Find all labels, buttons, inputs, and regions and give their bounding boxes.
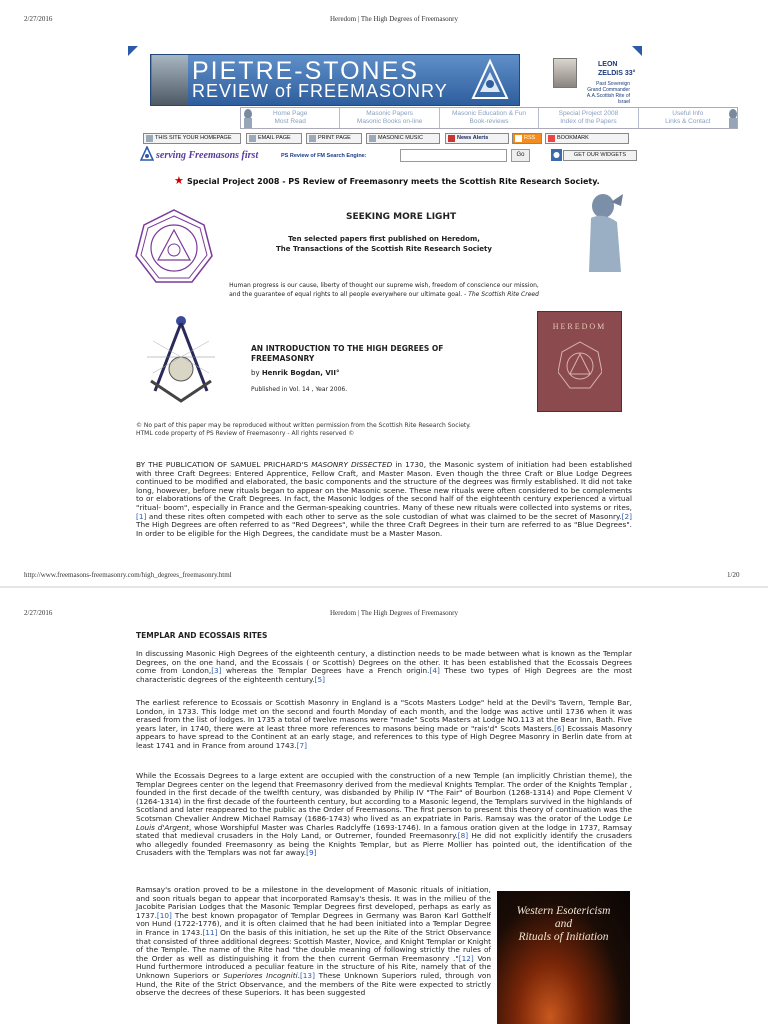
nav-home[interactable] [241,108,340,128]
name-first: LEON [598,61,618,68]
title-line: AN INTRODUCTION TO THE HIGH DEGREES OF [251,344,444,353]
intro-paragraph: BY THE PUBLICATION OF SAMUEL PRICHARD'S MASONRY DISSECTED in 1730, the Masonic system of initiation had been established with three Craft Degrees: Entered Apprentice, Fellow Craft, and Master Mason. Even though the three Craft or Blue Lodge Degrees continued to be modified and elaborated, the basic components and the structure of the degrees was firmly established. It did not take long, however, before new rituals began to appear on the Masonic scene. These new rituals were often considered to be complements to or elaborations of the Craft Degrees. In fact, the Masonic lodges of the second half of the eighteenth century experienced a virtual "ritual- boom", especially in France and the German-speaking countries. Many of these new rituals were collected into systems or rites, [1] and these rites often competed with each other to serve as the sole custodian of what was claimed to be the secret of Masonry.[2] The High Degrees are often referred to as "Red Degrees", while the three Craft Degrees in their turn are referred to as "Blue Degrees". In order to be eligible for the High Degrees, the candidate must be a Master Mason. [136,460,632,538]
nav-label[interactable]: Links & Contact [665,118,711,125]
banner-title: PIETRE-STONES [192,57,419,85]
cover-line: Rituals of Initiation [518,931,609,943]
footnote-link[interactable]: [13] [299,970,315,980]
by-text: by [251,369,262,377]
book-cover-title [497,905,630,944]
name-last: ZELDIS 33° [598,70,636,77]
special-project-link[interactable]: Special Project 2008 - PS Review of Freemasonry meets the Scottish Rite Research Society. [187,177,600,186]
heptagon-emblem-icon [558,340,602,390]
role-line: A.A.Scottish Rite of Israel [586,93,630,105]
footnote-link[interactable]: [10] [156,910,172,920]
nav-info[interactable] [639,108,737,128]
seeking-heading: SEEKING MORE LIGHT [346,212,457,222]
button-label: News Alerts [457,135,489,141]
page-2 [0,588,768,1024]
footnote-link[interactable]: [5] [314,674,325,684]
serving-tagline: serving Freemasons first [156,150,259,161]
subheading-line: Ten selected papers first published on Heredom, [288,235,480,243]
book-title: HEREDOM [552,322,607,331]
title-line: FREEMASONRY [251,354,315,363]
music-icon [369,135,376,142]
nav-papers[interactable] [340,108,439,128]
page-date: 2/27/2016 [24,15,53,23]
square-compass-icon [140,146,154,162]
footnote-link[interactable]: [11] [202,927,218,937]
heredom-book-cover [537,311,622,412]
home-icon [146,135,153,142]
footnote-link[interactable]: [2] [621,511,632,521]
nav-label[interactable]: Masonic Papers [366,110,413,117]
footnote-link[interactable]: [8] [457,831,469,841]
footnote-link[interactable]: [3] [211,666,222,676]
email-icon [249,135,256,142]
button-label: MASONIC MUSIC [378,135,423,141]
copyright-line: HTML code property of PS Review of Freemasonry - All rights reserved © [136,430,355,437]
rss-icon [515,135,522,142]
nav-label[interactable]: Masonic Books on-line [356,118,423,125]
button-label: EMAIL PAGE [258,135,291,141]
publication-info: Published in Vol. 14 , Year 2006. [251,386,348,393]
avatar [553,58,577,88]
nav-special[interactable] [539,108,638,128]
creed-line: Human progress is our cause, liberty of thought our supreme wish, freedom of conscience our mission, [229,282,539,289]
page-title: Heredom | The High Degrees of Freemasonry [330,15,459,23]
copyright-notice [136,422,471,438]
go-button[interactable]: Go [511,149,530,162]
button-label: THIS SITE YOUR HOMEPAGE [155,135,232,141]
footnote-link[interactable]: [1] [136,511,147,521]
printer-icon [309,135,316,142]
creed-line [0,290,768,299]
body-paragraph: While the Ecossais Degrees to a large extent are occupied with the construction of a new Temple (an implicitly Christian theme), the Templar Degrees center on the legend that Freemasonry derived from the medieval Knights Templar. The order of the Knights Templar , founded in the first decade of the twelfth century, was disbanded by Philip IV "The Fair" of Bourbon (1268-1314) and Pope Clement V (1264-1314) in the first decade of the fourteenth century, but according to a Masonic legend, the Templars survived in the highlands of Scotland and later reappeared to the public as the Order of Freemasons. The first person to present this theory of continuation was the Scotsman Chevalier Andrew Michael Ramsay (1686-1743) who lived as an expatriate in Paris. Ramsay was the orator of the Lodge Le Louis d'Argent, whose Worshipful Master was Charles Radclyffe (1693-1746). In a famous oration given at the lodge in 1737, Ramsay stated that medieval crusaders in the Holy Land, or Outremer, founded Freemasonry.[8] He did not explicitly identify the crusaders who allegedly founded Freemasonry as being the Knights Templar, but as Pierre Mollier has pointed out, the identification of the Crusaders with the Templars was not far away.[9] [136,771,632,858]
button-label: BOOKMARK [557,135,589,141]
nav-label[interactable]: Special Project 2008 [558,110,619,117]
search-input[interactable] [400,149,507,162]
page-date: 2/27/2016 [24,609,53,617]
footnote-link[interactable]: [4] [429,666,440,676]
banner-subtitle: REVIEW of FREEMASONRY [192,81,448,101]
author-name: Henrik Bogdan, VII° [261,369,340,377]
nav-label[interactable]: Masonic Education & Fun [451,110,527,117]
author-name [598,60,635,78]
site-nav [240,107,738,129]
section-heading: TEMPLAR AND ECOSSAIS RITES [136,631,268,640]
email-page-button[interactable] [246,133,302,144]
subheading-line: The Transactions of the Scottish Rite Research Society [276,245,492,253]
book-cover-image [497,891,630,1024]
square-compass-icon [145,311,217,403]
byline [251,369,339,377]
page-number: 1/20 [727,571,740,579]
role-line: Grand Commander [587,87,630,93]
creed-text: and the guarantee of equal rights to all people everywhere our ultimate goal. - [229,291,469,298]
print-page-button[interactable] [306,133,362,144]
bookmark-button[interactable] [545,133,629,144]
body-paragraph: Ramsay's oration proved to be a milestone in the development of Masonic rituals of initiation, and soon rituals began to appear that incorporated Ramsay's thesis. It was in the milieu of the Jacobite Parisian Lodges that the Masonic Templar Degrees first developed, perhaps as early as 1737.[10] The best known propagator of Templar Degrees in Germany was Baron Karl Gotthelf von Hund (1722-1776), and it is often claimed that he had been initiated into a Templar Degree in France in 1743.[11] On the basis of this initiation, he set up the Rite of the Strict Observance that consisted of three additional degrees: Scottish Master, Novice, and Knight Templar or Knight of the Temple. The name of the Rite had "the double meaning of following strictly the rules of the Order as well as distinguishing it from the then current German Freemasonry ."[12] Von Hund furthermore introduced a peculiar feature in the structure of his Rite, namely that of the Unknown Superiors or Superiores Incogniti.[13] These Unknown Superiors ruled, through von Hund, the Rite of the Strict Observance, and the members of the Rite were expected to strictly observe the decrees of these Superiors. It has been suggested [136,885,492,998]
nav-label[interactable]: Useful Info [672,110,704,117]
page-title: Heredom | The High Degrees of Freemasonry [330,609,459,617]
body-paragraph: The earliest reference to Ecossais or Scottish Masonry in England is a "Scots Masters Lodge" held at the Devil's Tavern, Temple Bar, London, in 1733. This lodge met on the second and fourth Monday of each month, and the lodge was active until 1736 when it was erased from the list of lodges. In 1735 a total of twelve masons were "made" Scots Masters at Lodge NO.113 at the Bear Inn, Bath. Five years later, in 1740, there were at least three more references to masons being made or "rais'd" Scots Masters.[6] Ecossais Masonry appears to have spread to the Continent at an early stage, and references to this type of High Degree Masonry in Berlin date from at least 1741 and in France from around 1743.[7] [136,698,633,750]
square-compass-icon [470,58,510,102]
nav-label[interactable]: Home Page [273,110,308,117]
button-label: PRINT PAGE [318,135,351,141]
statue-image [585,192,625,274]
rss-button[interactable] [512,133,542,144]
role-line: Past Sovereign [596,81,630,87]
copyright-line: © No part of this paper may be reproduced without written permission from the Scottish Rite Research Society. [136,422,471,429]
button-label: RSS [524,135,536,141]
homepage-button[interactable] [143,133,241,144]
bookmark-icon [548,135,555,142]
news-icon [448,135,455,142]
corner-marker-icon [128,46,138,56]
nav-label[interactable]: Book-reviews [469,118,509,125]
search-label: PS Review of FM Search Engine: [281,153,367,159]
author-role [580,81,630,105]
nav-label[interactable]: Index of the Papers [560,118,617,125]
news-alerts-button[interactable] [445,133,509,144]
get-widgets-button[interactable]: GET OUR WIDGETS [563,150,637,161]
corner-marker-icon [632,46,642,56]
statue-icon [726,108,740,128]
nav-label[interactable]: Most Read [274,118,306,125]
star-icon: ★ [174,175,184,187]
cover-line: Western Esotericism [516,905,611,917]
footnote-link[interactable]: [6] [554,723,565,733]
body-paragraph: In discussing Masonic High Degrees of the eighteenth century, a distinction needs to be made between what is known as the Templar Degrees, on the one hand, and the Ecossais ( or Scottish) Degrees on the other. It has been established that the Ecossais Degrees come from London,[3] whereas the Templar Degrees have a French origin.[4] These two types of High Degrees are the most characteristic degrees of the eighteenth century.[5] [136,649,633,684]
footnote-link[interactable]: [9] [306,848,317,858]
widget-icon [551,149,562,161]
creed-source: The Scottish Rite Creed [468,291,539,298]
nav-education[interactable] [440,108,539,128]
footnote-link[interactable]: [12] [458,953,474,963]
article-title [251,344,481,364]
banner-statue-image [152,55,188,105]
footnote-link[interactable]: [7] [296,740,307,750]
cover-line: and [554,918,573,930]
masonic-music-button[interactable] [366,133,440,144]
page-url: http://www.freemasons-freemasonry.com/high_degrees_freemasonry.html [24,571,232,579]
